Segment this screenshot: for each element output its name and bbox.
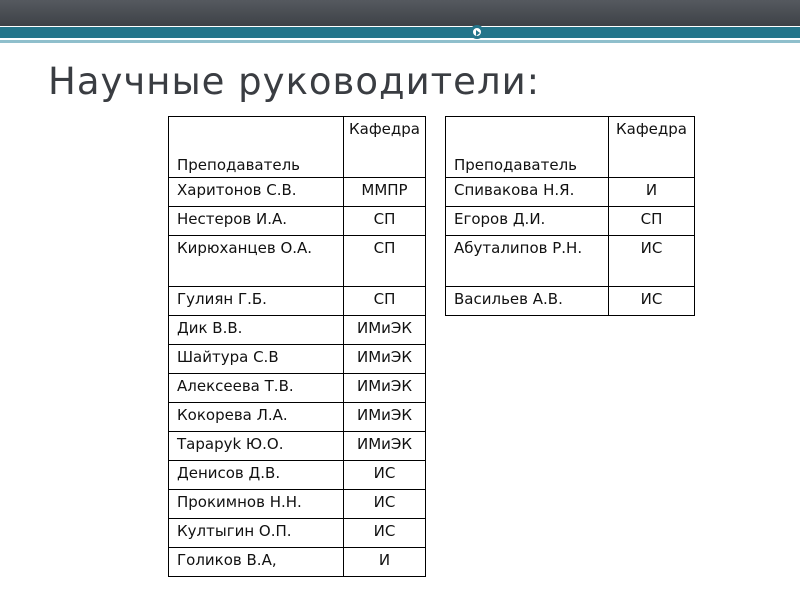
table-row: [169, 207, 426, 236]
teacher-cell: Спивакова Н.Я.: [446, 178, 609, 207]
table-row: [169, 432, 426, 461]
teacher-cell: Тараруk Ю.О.: [169, 432, 344, 461]
table-row: [169, 403, 426, 432]
table-row: [169, 519, 426, 548]
table-header-row: [446, 117, 695, 178]
slide-thin-stripe: [0, 40, 800, 43]
teacher-cell: Денисов Д.В.: [169, 461, 344, 490]
table-row: [446, 287, 695, 316]
dept-cell: ИС: [373, 493, 396, 511]
table-row: [169, 236, 426, 287]
table-row: [169, 178, 426, 207]
teacher-cell: Прокимнов Н.Н.: [169, 490, 344, 519]
teacher-cell: Васильев А.В.: [446, 287, 609, 316]
teacher-cell: Алексеева Т.В.: [169, 374, 344, 403]
dept-cell: ИС: [640, 239, 663, 257]
dept-cell: СП: [373, 239, 396, 257]
dept-cell: И: [645, 181, 658, 199]
dept-cell: ИС: [640, 290, 663, 308]
dept-cell: СП: [373, 290, 396, 308]
advisors-table-left: [168, 116, 426, 577]
table-row: [446, 207, 695, 236]
dept-cell: ИС: [373, 522, 396, 540]
teacher-cell: Абуталипов Р.Н.: [446, 236, 609, 287]
table-row: [169, 287, 426, 316]
table-row: [169, 374, 426, 403]
teacher-cell: Гулиян Г.Б.: [169, 287, 344, 316]
teacher-cell: Харитонов С.В.: [169, 178, 344, 207]
table-row: [169, 461, 426, 490]
table-row: [446, 236, 695, 287]
dept-cell: СП: [373, 210, 396, 228]
teacher-cell: Егоров Д.И.: [446, 207, 609, 236]
dept-cell: СП: [640, 210, 663, 228]
dept-cell: ММПР: [361, 181, 408, 199]
header-teacher: Преподаватель: [446, 117, 609, 178]
header-dept: Кафедра: [349, 120, 420, 138]
dept-cell: ИМиЭК: [356, 406, 413, 424]
dept-cell: И: [378, 551, 391, 569]
header-teacher: Преподаватель: [169, 117, 344, 178]
dept-cell: ИМиЭК: [356, 377, 413, 395]
slide-accent-stripe: [0, 27, 800, 38]
table-row: [169, 490, 426, 519]
teacher-cell: Кирюханцев О.А.: [169, 236, 344, 287]
table-row: [446, 178, 695, 207]
slide-top-bar: [0, 0, 800, 26]
dept-cell: ИМиЭК: [356, 319, 413, 337]
table-row: [169, 316, 426, 345]
teacher-cell: Шайтура С.В: [169, 345, 344, 374]
dept-cell: ИС: [373, 464, 396, 482]
teacher-cell: Дик В.В.: [169, 316, 344, 345]
teacher-cell: Голиков В.А,: [169, 548, 344, 577]
advisors-table-right: [445, 116, 695, 316]
dept-cell: ИМиЭК: [356, 435, 413, 453]
teacher-cell: Кокорева Л.А.: [169, 403, 344, 432]
teacher-cell: Култыгин О.П.: [169, 519, 344, 548]
table-row: [169, 548, 426, 577]
table-row: [169, 345, 426, 374]
table-header-row: [169, 117, 426, 178]
slide-title: Научные руководители:: [48, 60, 541, 103]
header-dept: Кафедра: [616, 120, 687, 138]
dept-cell: ИМиЭК: [356, 348, 413, 366]
teacher-cell: Нестеров И.А.: [169, 207, 344, 236]
slide-arrow-icon: [470, 25, 484, 39]
